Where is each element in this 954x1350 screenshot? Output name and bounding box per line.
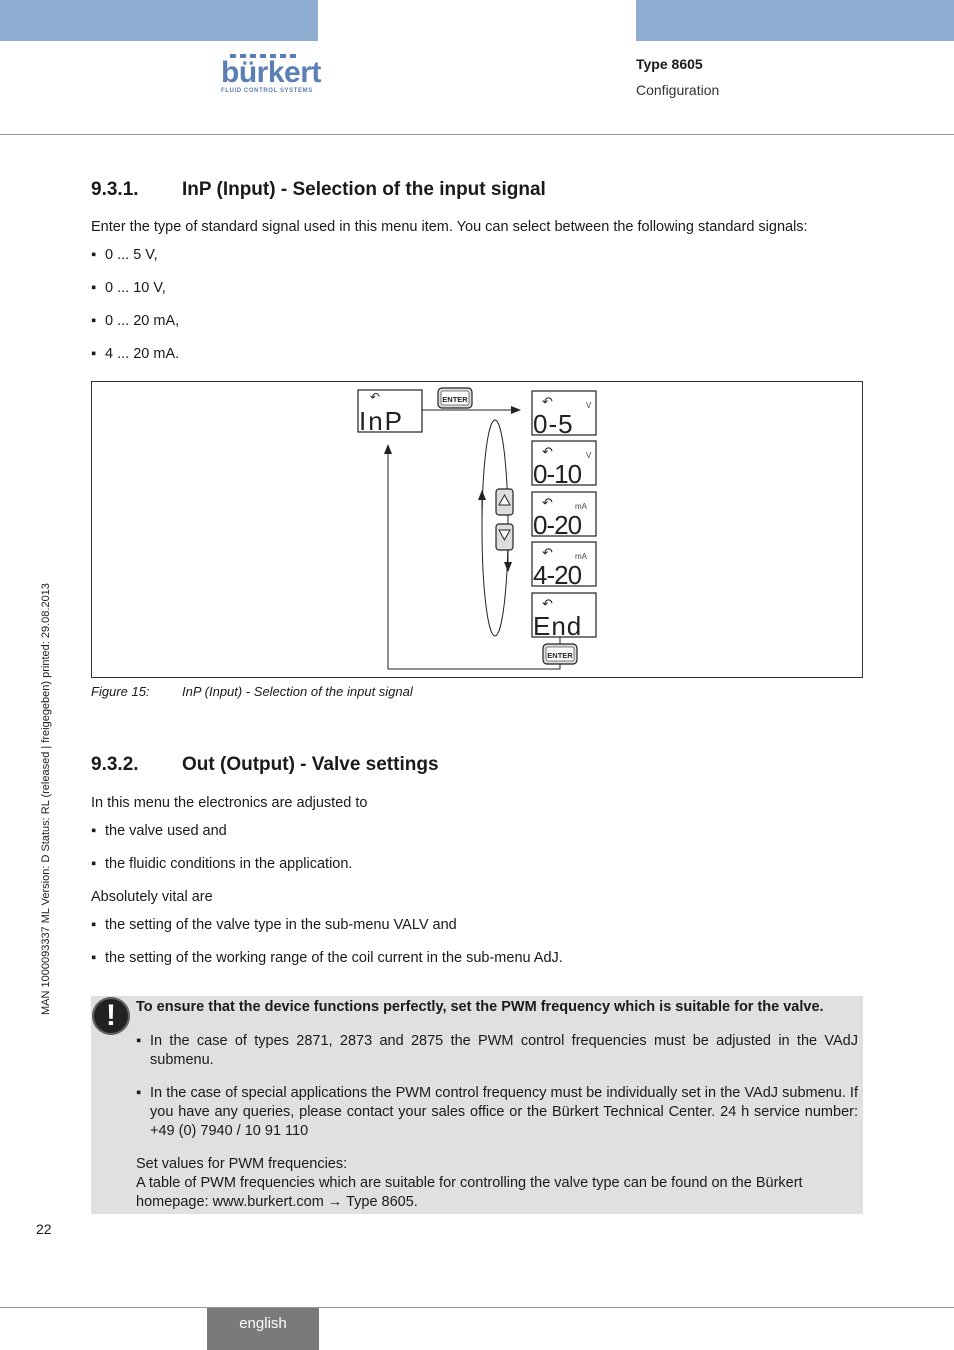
svg-text:↶: ↶: [542, 596, 553, 611]
display-inp-text: InP: [359, 406, 405, 436]
logo: bürkert: [221, 56, 321, 89]
svg-text:End: End: [533, 611, 583, 641]
svg-text:0-5: 0-5: [533, 409, 574, 439]
exclamation-icon: !: [92, 997, 130, 1035]
enter-key-bottom-label: ENTER: [547, 651, 573, 660]
svg-text:0-20: 0-20: [533, 510, 582, 540]
section1-number: 9.3.1.: [91, 179, 139, 200]
figure-caption-text: InP (Input) - Selection of the input signal: [182, 684, 413, 699]
up-key-icon: [496, 489, 513, 515]
warning-heading: To ensure that the device functions perfectly, set the PWM frequency which is suitable for the valve.: [136, 999, 824, 1015]
option-display: [532, 441, 596, 489]
list-item: ▪ 0 ... 10 V,: [91, 280, 166, 296]
header-section: Configuration: [636, 82, 720, 98]
svg-text:↶: ↶: [542, 545, 553, 560]
svg-text:↶: ↶: [542, 495, 553, 510]
svg-text:0-10: 0-10: [533, 459, 582, 489]
footer-divider: [0, 1307, 954, 1308]
section1-intro: Enter the type of standard signal used in this menu item. You can select between the following standard signals:: [91, 219, 808, 235]
option-display: [532, 492, 596, 540]
list-item: ▪ the setting of the working range of the coil current in the sub-menu AdJ.: [91, 950, 563, 966]
enter-key-top: [438, 388, 472, 408]
header-type: Type 8605: [636, 56, 703, 72]
header-bar-left: [0, 0, 318, 41]
logo-tagline: FLUID CONTROL SYSTEMS: [221, 88, 313, 94]
svg-text:4-20: 4-20: [533, 560, 582, 590]
set-values-title: Set values for PWM frequencies:: [136, 1156, 348, 1172]
set-values-text: A table of PWM frequencies which are suitable for controlling the valve type can be found on the Bürkert homepage: www.burkert.com → Type 8605.: [136, 1175, 803, 1210]
input-selection-diagram: [91, 381, 861, 676]
svg-text:mA: mA: [575, 502, 587, 511]
header-bar-right: [636, 0, 954, 41]
list-item: ▪ the valve used and: [91, 823, 227, 839]
option-display: [532, 391, 596, 439]
list-item: ▪ 0 ... 20 mA,: [91, 313, 180, 329]
figure-caption-label: Figure 15:: [91, 684, 150, 699]
list-item: ▪ the fluidic conditions in the application.: [91, 856, 353, 872]
section2-intro: In this menu the electronics are adjusted to: [91, 795, 368, 811]
option-display: [532, 542, 596, 590]
svg-text:V: V: [586, 451, 592, 460]
down-key-icon: [496, 524, 513, 550]
section1-title: InP (Input) - Selection of the input signal: [182, 179, 546, 200]
svg-text:mA: mA: [575, 552, 587, 561]
svg-text:↶: ↶: [542, 444, 553, 459]
list-item: ▪ the setting of the valve type in the sub-menu VALV and: [91, 917, 457, 933]
list-item: ▪ 0 ... 5 V,: [91, 247, 158, 263]
svg-text:V: V: [586, 401, 592, 410]
section2-title: Out (Output) - Valve settings: [182, 754, 439, 775]
header-divider: [0, 134, 954, 135]
list-item: ▪ 4 ... 20 mA.: [91, 346, 180, 362]
page-number: 22: [36, 1221, 52, 1237]
section2-number: 9.3.2.: [91, 754, 139, 775]
enter-key-top-label: ENTER: [442, 395, 468, 404]
language-tab: english: [207, 1308, 319, 1350]
warning-bullet: ▪ In the case of types 2871, 2873 and 2875 the PWM control frequencies must be adjusted in the VAdJ submenu.: [136, 1033, 858, 1068]
enter-key-bottom: [543, 644, 577, 664]
document-status-sidebar: MAN 1000093337 ML Version: D Status: RL (released | freigegeben) printed: 29.08.2013: [40, 583, 52, 1015]
warning-bullet: ▪ In the case of special applications the PWM control frequency must be individually set in the VAdJ submenu. If you have any queries, please contact your sales office or the Bürkert Technical Center. 24 h service number: +49 (0) 7940 / 10 91 110: [136, 1085, 858, 1139]
display-indicator-icon: ↶: [370, 390, 381, 404]
option-display: [532, 593, 596, 641]
svg-text:↶: ↶: [542, 394, 553, 409]
section2-vital: Absolutely vital are: [91, 889, 213, 905]
